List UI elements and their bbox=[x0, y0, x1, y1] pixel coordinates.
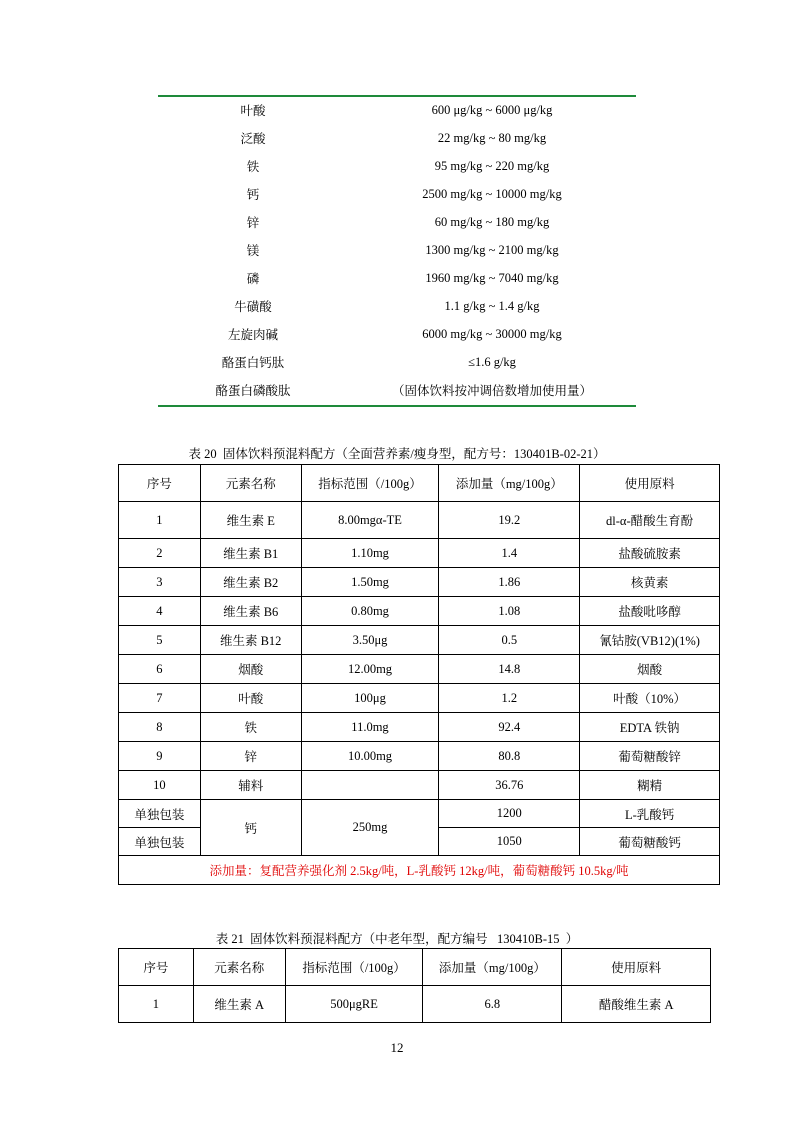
nutrient-range: 6000 mg/kg ~ 30000 mg/kg bbox=[422, 326, 562, 341]
table-cell: 2 bbox=[119, 539, 201, 568]
table-cell: 3 bbox=[119, 568, 201, 597]
table-row bbox=[119, 626, 720, 655]
column-header: 添加量（mg/100g） bbox=[439, 465, 580, 502]
nutrient-name: 左旋肉碱 bbox=[227, 328, 278, 342]
table-cell: 维生素 B2 bbox=[200, 568, 301, 597]
table-row bbox=[158, 208, 636, 236]
nutrient-range: 1960 mg/kg ~ 7040 mg/kg bbox=[425, 270, 559, 285]
table-cell: 14.8 bbox=[439, 655, 580, 684]
nutrient-name: 叶酸 bbox=[240, 104, 266, 118]
table-row bbox=[119, 502, 720, 539]
table-cell: 维生素 B12 bbox=[200, 626, 301, 655]
nutrient-range: ≤1.6 g/kg bbox=[468, 354, 516, 369]
nutrient-range: 1.1 g/kg ~ 1.4 g/kg bbox=[444, 298, 540, 313]
table-row bbox=[158, 376, 636, 404]
table-cell: EDTA 铁钠 bbox=[580, 713, 720, 742]
table-cell: 1.08 bbox=[439, 597, 580, 626]
table-cell: 维生素 A bbox=[193, 986, 285, 1023]
table-row bbox=[119, 713, 720, 742]
nutrient-range: 1300 mg/kg ~ 2100 mg/kg bbox=[425, 242, 559, 257]
table-cell: 单独包装 bbox=[119, 800, 201, 828]
table-cell: 36.76 bbox=[439, 771, 580, 800]
table-cell: 6.8 bbox=[423, 986, 562, 1023]
table-cell: 烟酸 bbox=[580, 655, 720, 684]
nutrient-range: 22 mg/kg ~ 80 mg/kg bbox=[437, 130, 547, 145]
table-cell: 单独包装 bbox=[119, 828, 201, 856]
column-header: 元素名称 bbox=[200, 465, 301, 502]
nutrient-range: 600 μg/kg ~ 6000 μg/kg bbox=[431, 102, 553, 117]
nutrient-name: 镁 bbox=[246, 244, 260, 258]
table-cell: 叶酸（10%） bbox=[580, 684, 720, 713]
column-header: 使用原料 bbox=[562, 949, 711, 986]
table-cell: 维生素 E bbox=[200, 502, 301, 539]
nutrient-name: 锌 bbox=[246, 216, 260, 230]
table-cell: 1.86 bbox=[439, 568, 580, 597]
table-cell: 10.00mg bbox=[301, 742, 439, 771]
table-row bbox=[158, 236, 636, 264]
table-cell: 葡萄糖酸锌 bbox=[580, 742, 720, 771]
table-cell: 1 bbox=[119, 502, 201, 539]
table-cell: 4 bbox=[119, 597, 201, 626]
table-cell: 氰钴胺(VB12)(1%) bbox=[580, 626, 720, 655]
table-cell: 9 bbox=[119, 742, 201, 771]
table-cell: 80.8 bbox=[439, 742, 580, 771]
table-row bbox=[119, 800, 720, 828]
table-cell: 维生素 B6 bbox=[200, 597, 301, 626]
table-cell: 3.50μg bbox=[301, 626, 439, 655]
table-row bbox=[158, 264, 636, 292]
table-row bbox=[158, 180, 636, 208]
table-row bbox=[119, 597, 720, 626]
column-header: 指标范围（/100g） bbox=[285, 949, 423, 986]
header-row bbox=[119, 465, 720, 502]
table-cell: 92.4 bbox=[439, 713, 580, 742]
table-row bbox=[158, 320, 636, 348]
table-cell: 醋酸维生素 A bbox=[562, 986, 711, 1023]
table-cell: 7 bbox=[119, 684, 201, 713]
table-row bbox=[119, 771, 720, 800]
bottom-rule bbox=[158, 405, 636, 407]
table-row bbox=[119, 655, 720, 684]
table-row bbox=[158, 348, 636, 376]
table-cell: 12.00mg bbox=[301, 655, 439, 684]
table-row bbox=[158, 292, 636, 320]
nutrient-name: 牛磺酸 bbox=[234, 300, 272, 314]
table-cell: 100μg bbox=[301, 684, 439, 713]
table-cell: 1.50mg bbox=[301, 568, 439, 597]
nutrient-range: 60 mg/kg ~ 180 mg/kg bbox=[434, 214, 550, 229]
table-cell: 8 bbox=[119, 713, 201, 742]
table-row bbox=[119, 568, 720, 597]
table20-caption: 表 20 固体饮料预混料配方（全面营养素/瘦身型，配方号：130401B-02-21） bbox=[188, 447, 606, 461]
table21-caption: 表 21 固体饮料预混料配方（中老年型，配方编号 130410B-15 ） bbox=[215, 932, 579, 946]
table-cell: 10 bbox=[119, 771, 201, 800]
nutrient-range: （固体饮料按冲调倍数增加使用量） bbox=[391, 384, 592, 398]
nutrient-range: 95 mg/kg ~ 220 mg/kg bbox=[434, 158, 550, 173]
table-cell: 6 bbox=[119, 655, 201, 684]
table-cell: 1200 bbox=[439, 800, 580, 828]
table-cell: 250mg bbox=[301, 800, 439, 856]
table-cell: 葡萄糖酸钙 bbox=[580, 828, 720, 856]
table-cell: L-乳酸钙 bbox=[580, 800, 720, 828]
column-header: 序号 bbox=[119, 465, 201, 502]
table-row bbox=[119, 539, 720, 568]
nutrient-name: 钙 bbox=[246, 188, 260, 202]
nutrient-name: 铁 bbox=[246, 160, 260, 174]
table-cell: 烟酸 bbox=[200, 655, 301, 684]
column-header: 元素名称 bbox=[193, 949, 285, 986]
table-cell: 1.4 bbox=[439, 539, 580, 568]
table-cell: 500μgRE bbox=[285, 986, 423, 1023]
table-cell: 1050 bbox=[439, 828, 580, 856]
note-row bbox=[119, 856, 720, 885]
addition-note: 添加量：复配营养强化剂 2.5kg/吨，L-乳酸钙 12kg/吨，葡萄糖酸钙 10.5kg/吨 bbox=[119, 856, 720, 885]
nutrient-range: 2500 mg/kg ~ 10000 mg/kg bbox=[422, 186, 562, 201]
page-number: 12 bbox=[390, 1040, 404, 1055]
table-cell: 1 bbox=[119, 986, 194, 1023]
table-cell: 11.0mg bbox=[301, 713, 439, 742]
column-header: 指标范围（/100g） bbox=[301, 465, 439, 502]
table20 bbox=[118, 464, 720, 885]
table-cell: 1.2 bbox=[439, 684, 580, 713]
table-cell: 锌 bbox=[200, 742, 301, 771]
table-cell: 铁 bbox=[200, 713, 301, 742]
table-cell: 盐酸硫胺素 bbox=[580, 539, 720, 568]
nutrient-name: 磷 bbox=[246, 272, 260, 286]
table-cell: 0.80mg bbox=[301, 597, 439, 626]
table-row bbox=[119, 684, 720, 713]
table-row bbox=[158, 152, 636, 180]
table-cell: 糊精 bbox=[580, 771, 720, 800]
table-row bbox=[158, 96, 636, 124]
column-header: 使用原料 bbox=[580, 465, 720, 502]
table-cell: 核黄素 bbox=[580, 568, 720, 597]
nutrient-range-table bbox=[158, 96, 636, 404]
table-row bbox=[119, 986, 711, 1023]
nutrient-name: 酪蛋白磷酸肽 bbox=[215, 384, 291, 398]
table-row bbox=[119, 742, 720, 771]
header-row bbox=[119, 949, 711, 986]
nutrient-name: 酪蛋白钙肽 bbox=[221, 356, 285, 370]
table-cell: 盐酸吡哆醇 bbox=[580, 597, 720, 626]
table21 bbox=[118, 948, 711, 1023]
table-cell: 钙 bbox=[200, 800, 301, 856]
table-cell: 19.2 bbox=[439, 502, 580, 539]
table-cell: 5 bbox=[119, 626, 201, 655]
table-cell: 叶酸 bbox=[200, 684, 301, 713]
table-cell: 1.10mg bbox=[301, 539, 439, 568]
nutrient-name: 泛酸 bbox=[240, 132, 266, 146]
table-row bbox=[158, 124, 636, 152]
table-cell: 0.5 bbox=[439, 626, 580, 655]
table-cell: dl-α-醋酸生育酚 bbox=[580, 502, 720, 539]
column-header: 添加量（mg/100g） bbox=[423, 949, 562, 986]
table-cell: 辅料 bbox=[200, 771, 301, 800]
table-cell: 8.00mgα-TE bbox=[301, 502, 439, 539]
table-cell bbox=[301, 771, 439, 800]
table-cell: 维生素 B1 bbox=[200, 539, 301, 568]
column-header: 序号 bbox=[119, 949, 194, 986]
